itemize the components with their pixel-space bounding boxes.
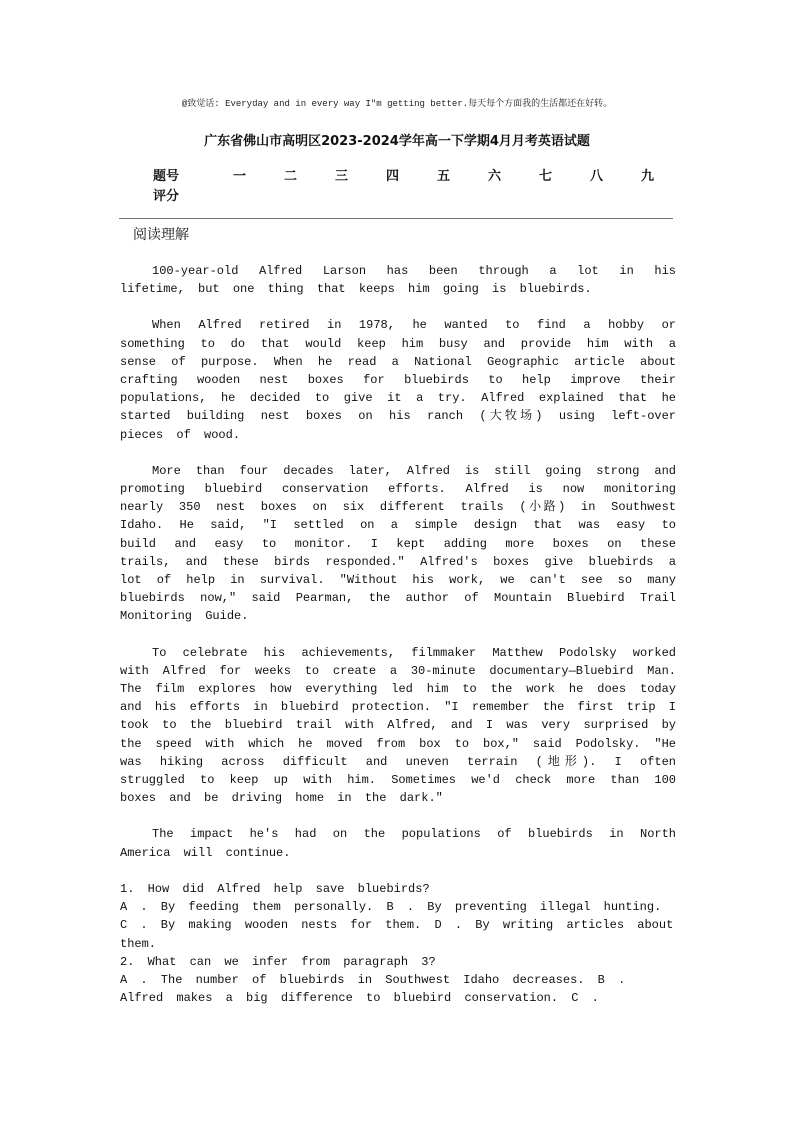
- section-title: 阅读理解: [133, 227, 189, 243]
- passage-paragraph-5: The impact he's had on the populations of bluebirds in North America will continue.: [120, 827, 676, 860]
- score-col-8: 八: [590, 169, 604, 184]
- passage-paragraph-2: When Alfred retired in 1978, he wanted to find a hobby or something to do that would keep him busy and provide him with a sense of purpose. When he read a National Geographic article about crafting wooden nest boxes for bluebirds to help improve their populations, he decided to give it a try. Alfred explained that he started building nest boxes on his ranch (大牧场) using left-over pieces of wood.: [120, 318, 676, 442]
- question-1-options: A . By feeding them personally. B . By preventing illegal hunting. C . By making wooden nests for them. D . By writing articles about them.: [120, 900, 674, 951]
- question-2-options: A . The number of bluebirds in Southwest Idaho decreases. B . Alfred makes a big difference to bluebird conservation. C .: [120, 972, 626, 1006]
- header-motto: @致觉话: Everyday and in every way I"m getting better.每天每个方面我的生活都还在好转。: [181, 99, 613, 109]
- passage-paragraph-1: 100-year-old Alfred Larson has been through a lot in his lifetime, but one thing that keeps him going is bluebirds.: [120, 264, 676, 297]
- question-1-stem: 1. How did Alfred help save bluebirds?: [120, 881, 430, 896]
- score-row-label: 题号: [153, 169, 180, 184]
- score-col-2: 二: [284, 169, 298, 184]
- question-list: [120, 880, 676, 1007]
- score-col-4: 四: [386, 169, 400, 184]
- score-col-6: 六: [488, 169, 502, 184]
- score-row-question-number: [153, 165, 673, 185]
- score-col-7: 七: [539, 169, 553, 184]
- score-row-score: [153, 185, 673, 205]
- passage-paragraph-4: To celebrate his achievements, filmmaker Matthew Podolsky worked with Alfred for weeks to create a 30-minute documentary—Bluebird Man. The film explores how everything led him to the work he does today and his efforts in bluebird protection. "I remember the first trip I took to the bluebird trail with Alfred, and I was very surprised by the speed with which he moved from box to box," said Podolsky. "He was hiking across difficult and uneven terrain (地形). I often struggled to keep up with him. Sometimes we'd check more than 100 boxes and be driving home in the dark.": [120, 645, 676, 806]
- exam-title: 广东省佛山市高明区2023-2024学年高一下学期4月月考英语试题: [204, 134, 590, 149]
- passage-paragraph-3: More than four decades later, Alfred is still going strong and promoting bluebird conservation efforts. Alfred is now monitoring nearly 350 nest boxes on six different trails (小路) in Southwest Idaho. He said, "I settled on a simple design that was easy to build and easy to monitor. I kept adding more boxes on these trails, and these birds responded." Alfred's boxes give bluebirds a lot of help in survival. "Without his work, we can't see so many bluebirds now," said Pearman, the author of Mountain Bluebird Trail Monitoring Guide.: [120, 463, 676, 624]
- score-col-3: 三: [335, 169, 349, 184]
- question-2-stem: 2. What can we infer from paragraph 3?: [120, 954, 436, 969]
- score-col-9: 九: [641, 169, 655, 184]
- score-row-label: 评分: [153, 189, 180, 204]
- score-col-1: 一: [233, 169, 247, 184]
- header-divider: [119, 218, 673, 219]
- score-table: [153, 165, 673, 205]
- score-col-5: 五: [437, 169, 451, 184]
- reading-passage: [120, 262, 676, 1007]
